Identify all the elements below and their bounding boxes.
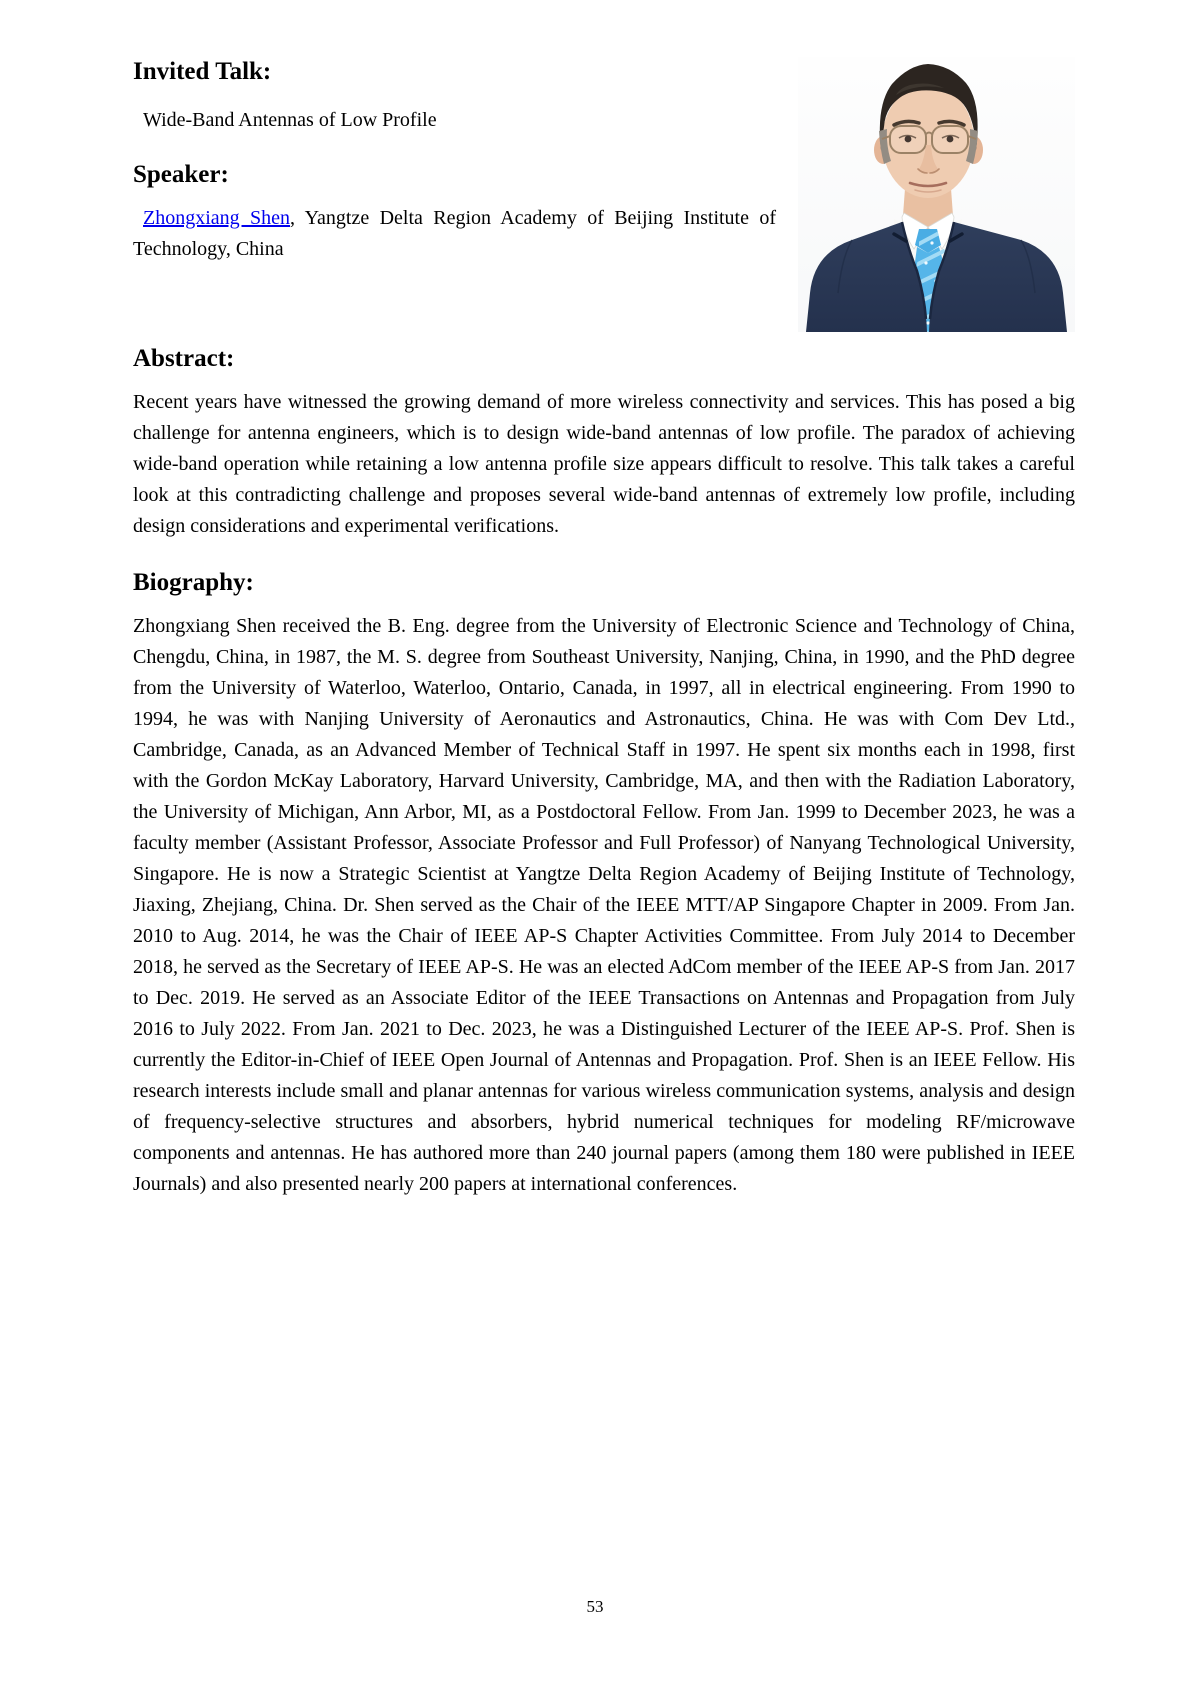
speaker-portrait-illustration — [798, 57, 1075, 332]
page-number: 53 — [586, 1597, 604, 1616]
invited-talk-heading: Invited Talk: — [133, 58, 272, 85]
biography-text: Zhongxiang Shen received the B. Eng. degree from the University of Electronic Science and Technology of China, Chengdu, China, in 1987, the M. S. degree from Southeast University, Nanjing, China, in 1990, and the PhD degree from the University of Waterloo, Waterloo, Ontario, Canada, in 1997, all in electrical engineering. From 1990 to 1994, he was with Nanjing University of Aeronautics and Astronautics, China. He was with Com Dev Ltd., Cambridge, Canada, as an Advanced Member of Technical Staff in 1997. He spent six months each in 1998, first with the Gordon McKay Laboratory, Harvard University, Cambridge, MA, and then with the Radiation Laboratory, the University of Michigan, Ann Arbor, MI, as a Postdoctoral Fellow. From Jan. 1999 to December 2023, he was a faculty member (Assistant Professor, Associate Professor and Full Professor) of Nanyang Technological University, Singapore. He is now a Strategic Scientist at Yangtze Delta Region Academy of Beijing Institute of Technology, Jiaxing, Zhejiang, China. Dr. Shen served as the Chair of the IEEE MTT/AP Singapore Chapter in 2009. From Jan. 2010 to Aug. 2014, he was the Chair of IEEE AP-S Chapter Activities Committee. From July 2014 to December 2018, he served as the Secretary of IEEE AP-S. He was an elected AdCom member of the IEEE AP-S from Jan. 2017 to Dec. 2019. He served as an Associate Editor of the IEEE Transactions on Antennas and Propagation from July 2016 to July 2022. From Jan. 2021 to Dec. 2023, he was a Distinguished Lecturer of the IEEE AP-S. Prof. Shen is currently the Editor-in-Chief of IEEE Open Journal of Antennas and Propagation. Prof. Shen is an IEEE Fellow. His research interests include small and planar antennas for various wireless communication systems, analysis and design of frequency-selective structures and absorbers, hybrid numerical techniques for modeling RF/microwave components and antennas. He has authored more than 240 journal papers (among them 180 were published in IEEE Journals) and also presented nearly 200 papers at international conferences. — [133, 615, 1075, 1195]
abstract-heading: Abstract: — [133, 345, 235, 372]
talk-title: Wide-Band Antennas of Low Profile — [143, 109, 437, 131]
biography-heading: Biography: — [133, 569, 254, 596]
abstract-text: Recent years have witnessed the growing demand of more wireless connectivity and services. This has posed a big challenge for antenna engineers, which is to design wide-band antennas of low profile. The paradox of achieving wide-band operation while retaining a low antenna profile size appears difficult to resolve. This talk takes a careful look at this contradicting challenge and proposes several wide-band antennas of extremely low profile, including design considerations and experimental verifications. — [133, 391, 1075, 537]
page-content — [133, 0, 1075, 1200]
speaker-heading: Speaker: — [133, 161, 229, 188]
speaker-name-link[interactable]: Zhongxiang Shen — [143, 207, 290, 229]
speaker-photo — [798, 57, 1075, 332]
speaker-affiliation: , Yangtze Delta Region Academy of Beijing Institute of Technology, China — [133, 207, 776, 260]
